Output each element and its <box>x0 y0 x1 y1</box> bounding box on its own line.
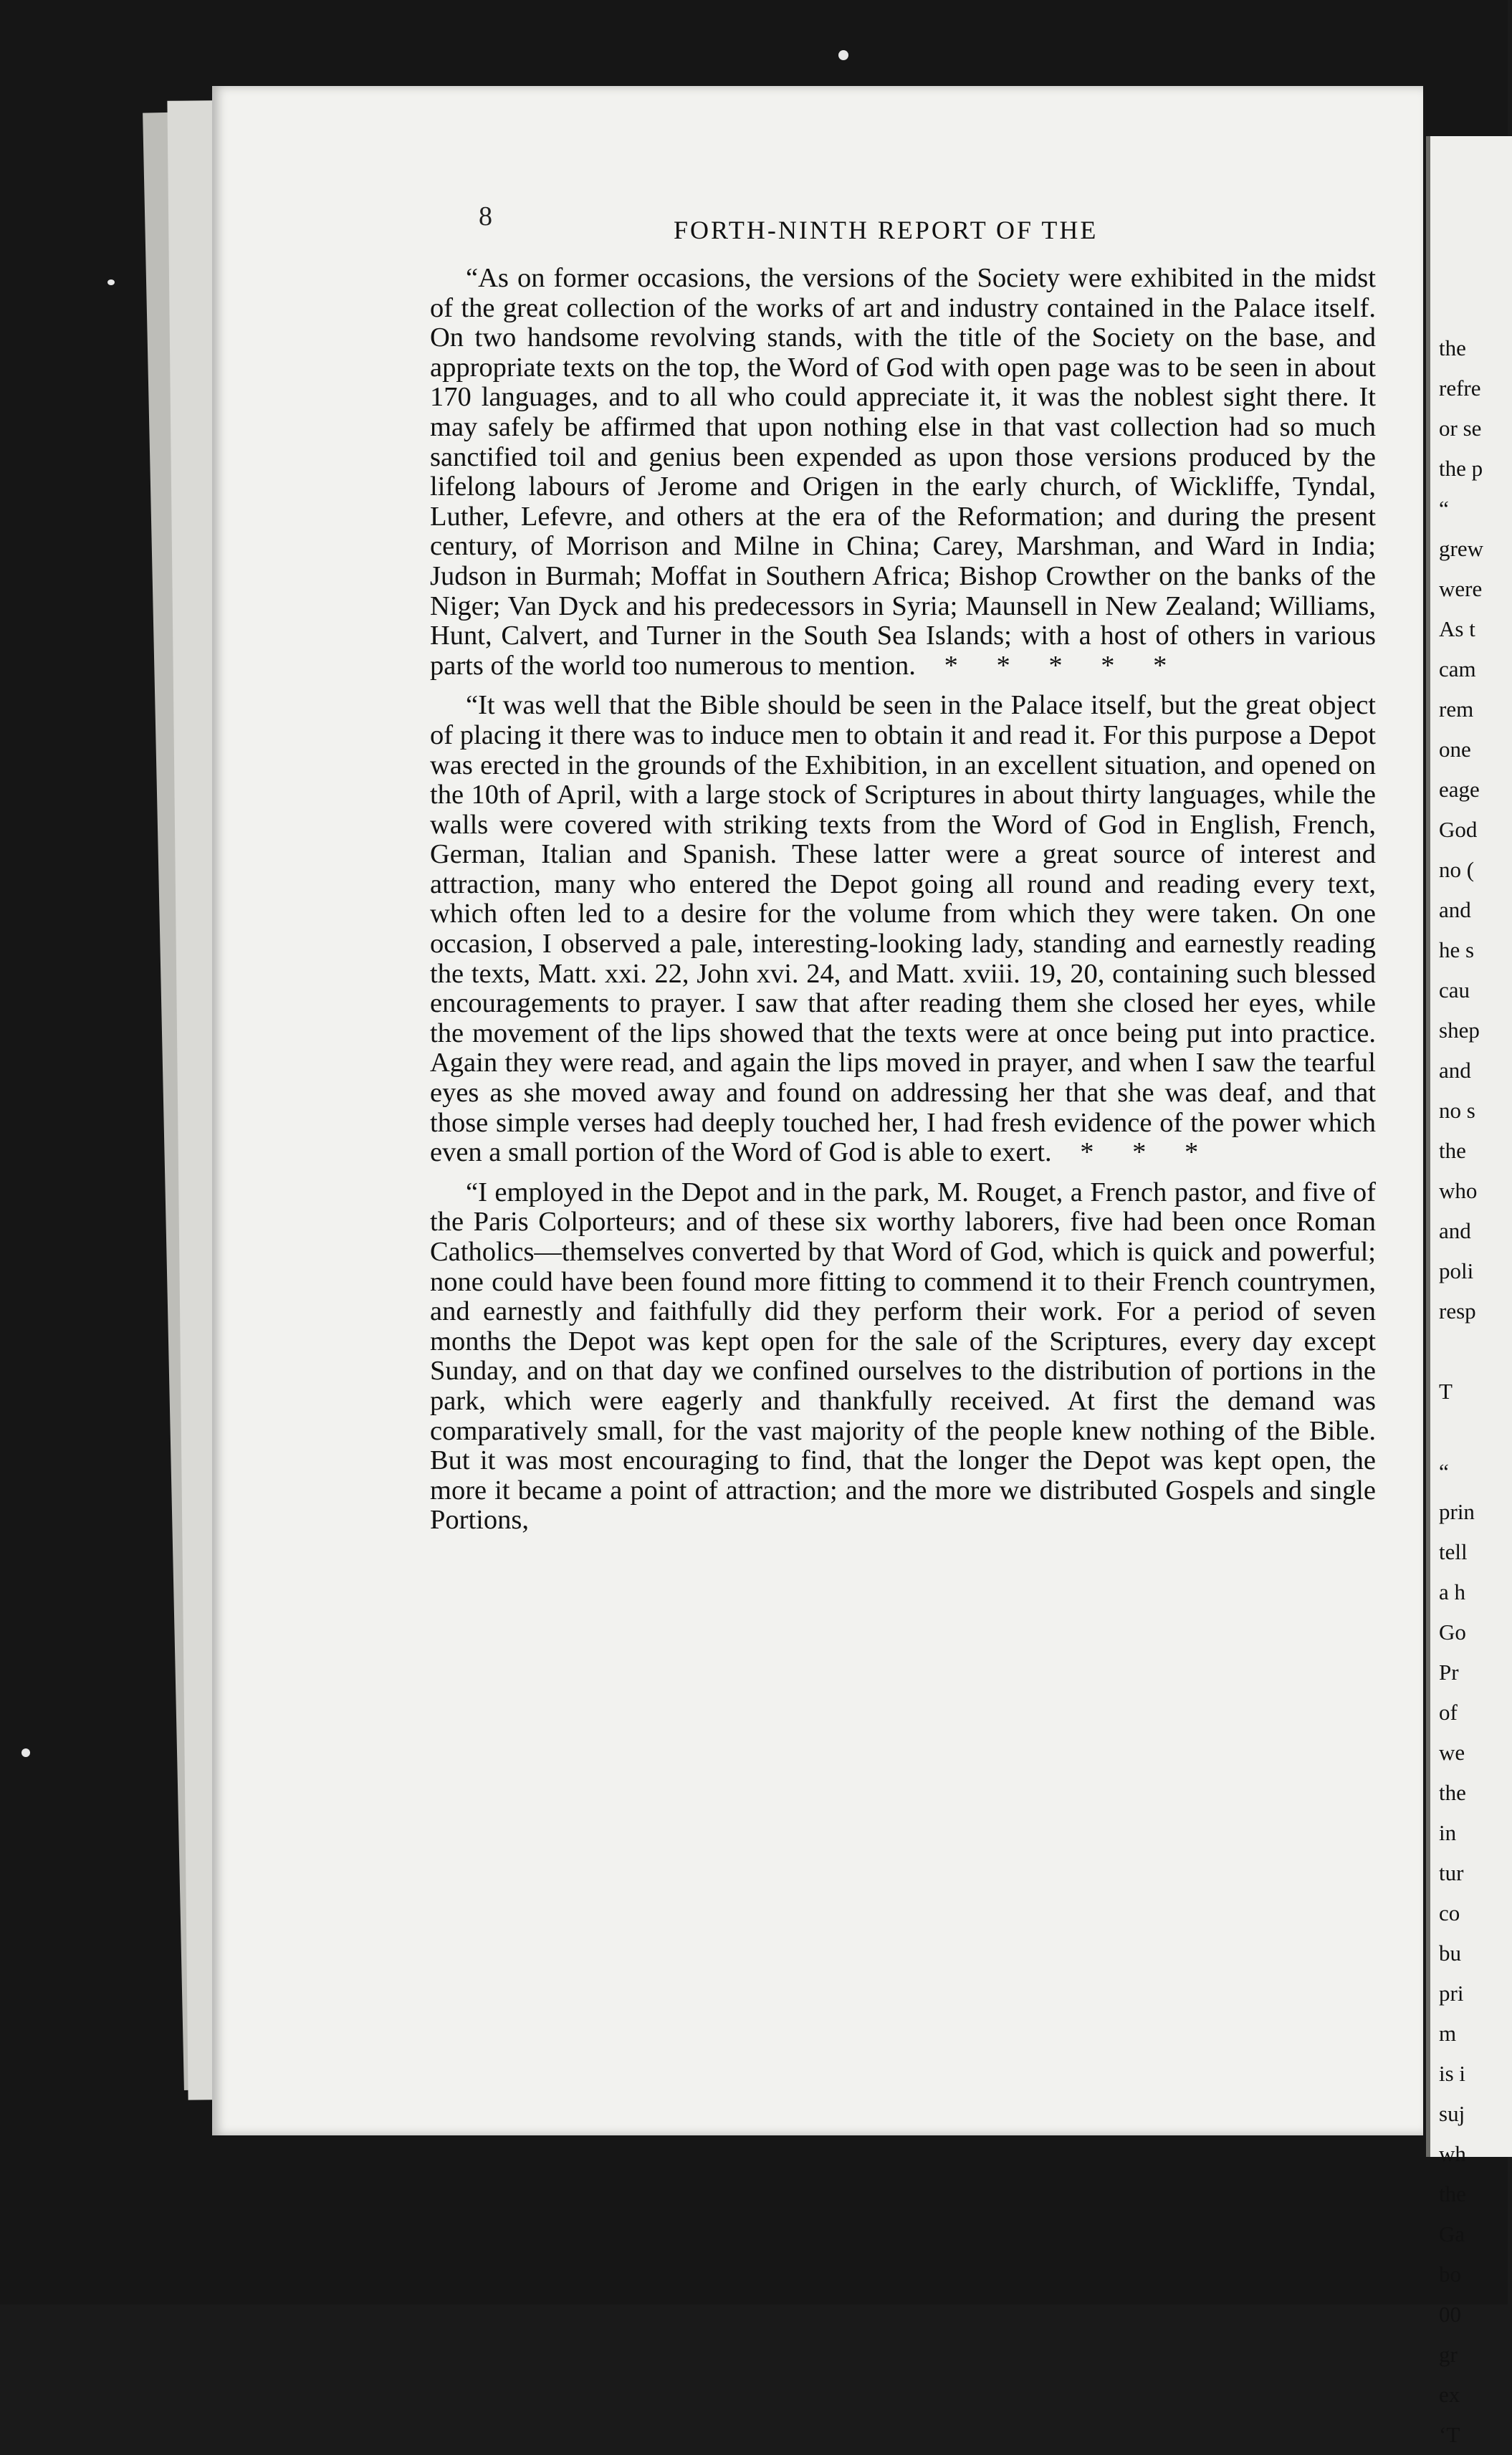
adjacent-page-line: pri <box>1439 1981 1464 2006</box>
running-head: FORTH-NINTH REPORT OF THE <box>674 216 1099 244</box>
adjacent-page-line: shep <box>1439 1018 1480 1043</box>
adjacent-page-line: prin <box>1439 1499 1475 1524</box>
adjacent-page-line: no s <box>1439 1098 1475 1123</box>
section-break-stars: * * * <box>1080 1137 1215 1168</box>
adjacent-page-line: refre <box>1439 375 1481 401</box>
paragraph-text: “As on former occasions, the versions of the Society were exhibited in the midst of the great collection of the works of art and industry contained in the Palace itself. On two handsome revolving stands, with the title of the Society on the base, and appropriate texts on the top, the Word of God with open page was to be seen in about 170 languages, and to all who could appreciate it, it was the noblest sight there. It may safely be affirmed that upon nothing else in that vast collection had so much sanctified toil and genius been expended as upon those versions produced by the lifelong labours of Jerome and Origen in the early church, of Wickliffe, Tyndal, Luther, Lefevre, and others at the era of the Reformation; and during the present century, of Morrison and Milne in China; Carey, Marshman, and Ward in India; Judson in Burmah; Moffat in Southern Africa; Bishop Crowther on the banks of the Niger; Van Dyck and his predecessors in Syria; Maunsell in New Zealand; Williams, Hunt, Calvert, and Turner in the South Sea Islands; with a host of others in various parts of the world too numerous to mention. <box>430 263 1376 681</box>
adjacent-page-line: ex <box>1439 2382 1460 2407</box>
adjacent-page-line: no ( <box>1439 857 1475 882</box>
paragraph <box>430 691 1376 1168</box>
adjacent-page-line: 00 <box>1439 2302 1461 2327</box>
adjacent-page-line: a h <box>1439 1579 1466 1604</box>
adjacent-page-line: suj <box>1439 2101 1465 2126</box>
paragraph-text: “It was well that the Bible should be seen in the Palace itself, but the great object of placing it there was to induce men to obtain it and read it. For this purpose a Depot was erected in the grounds of the Exhibition, in an excellent situation, and opened on the 10th of April, with a large stock of Scriptures in about thirty languages, while the walls were covered with striking texts from the Word of God in English, French, German, Italian and Spanish. These latter were a great source of interest and attraction, many who entered the Depot going all round and reading every text, which often led to a desire for the volume from which they were taken. On one occasion, I observed a pale, interesting-looking lady, standing and earnestly reading the texts, Matt. xxi. 22, John xvi. 24, and Matt. xviii. 19, 20, containing such blessed encouragements to prayer. I saw that after reading them she closed her eyes, while the movement of the lips showed that the texts were at once being put into practice. Again they were read, and again the lips moved in prayer, and when I saw the tearful eyes as she moved away and found on addressing her that she was deaf, and that those simple verses had deeply touched her, I had fresh evidence of the power which even a small portion of the Word of God is able to exert. <box>430 690 1376 1168</box>
page-number: 8 <box>479 201 492 231</box>
adjacent-page-line: the <box>1439 335 1466 360</box>
adjacent-page-line: cau <box>1439 977 1470 1002</box>
adjacent-page-line: rem <box>1439 697 1474 722</box>
adjacent-page-line: he s <box>1439 937 1475 962</box>
adjacent-page-line: the <box>1439 1780 1466 1805</box>
adjacent-page-line: “ <box>1439 1459 1449 1484</box>
adjacent-page-line: the <box>1439 2181 1466 2206</box>
adjacent-page-line: “ <box>1439 496 1449 521</box>
adjacent-page-line: bo <box>1439 2262 1461 2287</box>
adjacent-page-line <box>1439 1331 1512 1372</box>
adjacent-page-line: poli <box>1439 1258 1474 1283</box>
adjacent-page-line: eage <box>1439 777 1480 802</box>
adjacent-page-line: and <box>1439 897 1471 922</box>
adjacent-page-line: cam <box>1439 656 1476 681</box>
adjacent-page-line: we <box>1439 1740 1465 1765</box>
dust-speck <box>838 50 848 60</box>
paragraph-text: “I employed in the Depot and in the park, M. Rouget, a French pastor, and five of the Paris Colporteurs; and of these six worthy laborers, five had been once Roman Catholics—themselves converted by that Word of God, which is quick and powerful; none could have been found more fitting to commend it to their French countrymen, and earnestly and faithfully did they perform their work. For a period of seven months the Depot was kept open for the sale of the Scriptures, every day except Sunday, and on that day we confined ourselves to the distribution of portions in the park, which were eagerly and thankfully received. At first the demand was comparatively small, for the vast majority of the people knew nothing of the Bible. But it was most encouraging to find, that the longer the Depot was kept open, the more it became a point of attraction; and the more we distributed Gospels and single Portions, <box>430 1177 1376 1536</box>
dust-speck <box>107 279 115 285</box>
adjacent-page-line: resp <box>1439 1298 1476 1324</box>
adjacent-page-line: As t <box>1439 616 1475 641</box>
adjacent-page-line: one <box>1439 737 1471 762</box>
adjacent-page-line: or se <box>1439 416 1482 441</box>
adjacent-page-edge <box>1426 136 1512 2447</box>
adjacent-page-line: T <box>1439 1379 1453 1404</box>
paragraph <box>430 264 1376 681</box>
adjacent-page-line: Pr <box>1439 1660 1459 1685</box>
adjacent-page-line: Go <box>1439 1619 1466 1645</box>
adjacent-page-line: wh <box>1439 2141 1466 2166</box>
adjacent-page-line: Ga <box>1439 2221 1465 2246</box>
adjacent-page-line: and <box>1439 1058 1471 1083</box>
paragraph <box>430 1178 1376 1536</box>
report-body <box>430 264 1376 1536</box>
adjacent-page-line: in <box>1439 1820 1457 1845</box>
adjacent-page-line: grew <box>1439 536 1483 561</box>
adjacent-page-line: tur <box>1439 1860 1464 1885</box>
adjacent-page-line: of <box>1439 1700 1458 1725</box>
section-break-stars: * * * * * <box>944 650 1183 681</box>
adjacent-page-line: gr <box>1439 2342 1458 2367</box>
adjacent-page-line: co <box>1439 1900 1460 1925</box>
adjacent-page-line <box>1439 1412 1512 1452</box>
dust-speck <box>21 1748 30 1757</box>
adjacent-page-line: the p <box>1439 456 1483 481</box>
adjacent-page-line: were <box>1439 576 1483 601</box>
adjacent-page-line: the <box>1439 1138 1466 1163</box>
adjacent-page-fragments <box>1430 328 1512 2455</box>
adjacent-page-line: m <box>1439 2021 1457 2046</box>
adjacent-page-line: ‘T <box>1439 2422 1460 2447</box>
adjacent-page-line: God <box>1439 817 1478 842</box>
adjacent-page-line: who <box>1439 1178 1478 1203</box>
adjacent-page-line: tell <box>1439 1539 1468 1564</box>
adjacent-page-line: is i <box>1439 2061 1466 2086</box>
adjacent-page-line: and <box>1439 1218 1471 1243</box>
adjacent-page-line: bu <box>1439 1940 1461 1966</box>
